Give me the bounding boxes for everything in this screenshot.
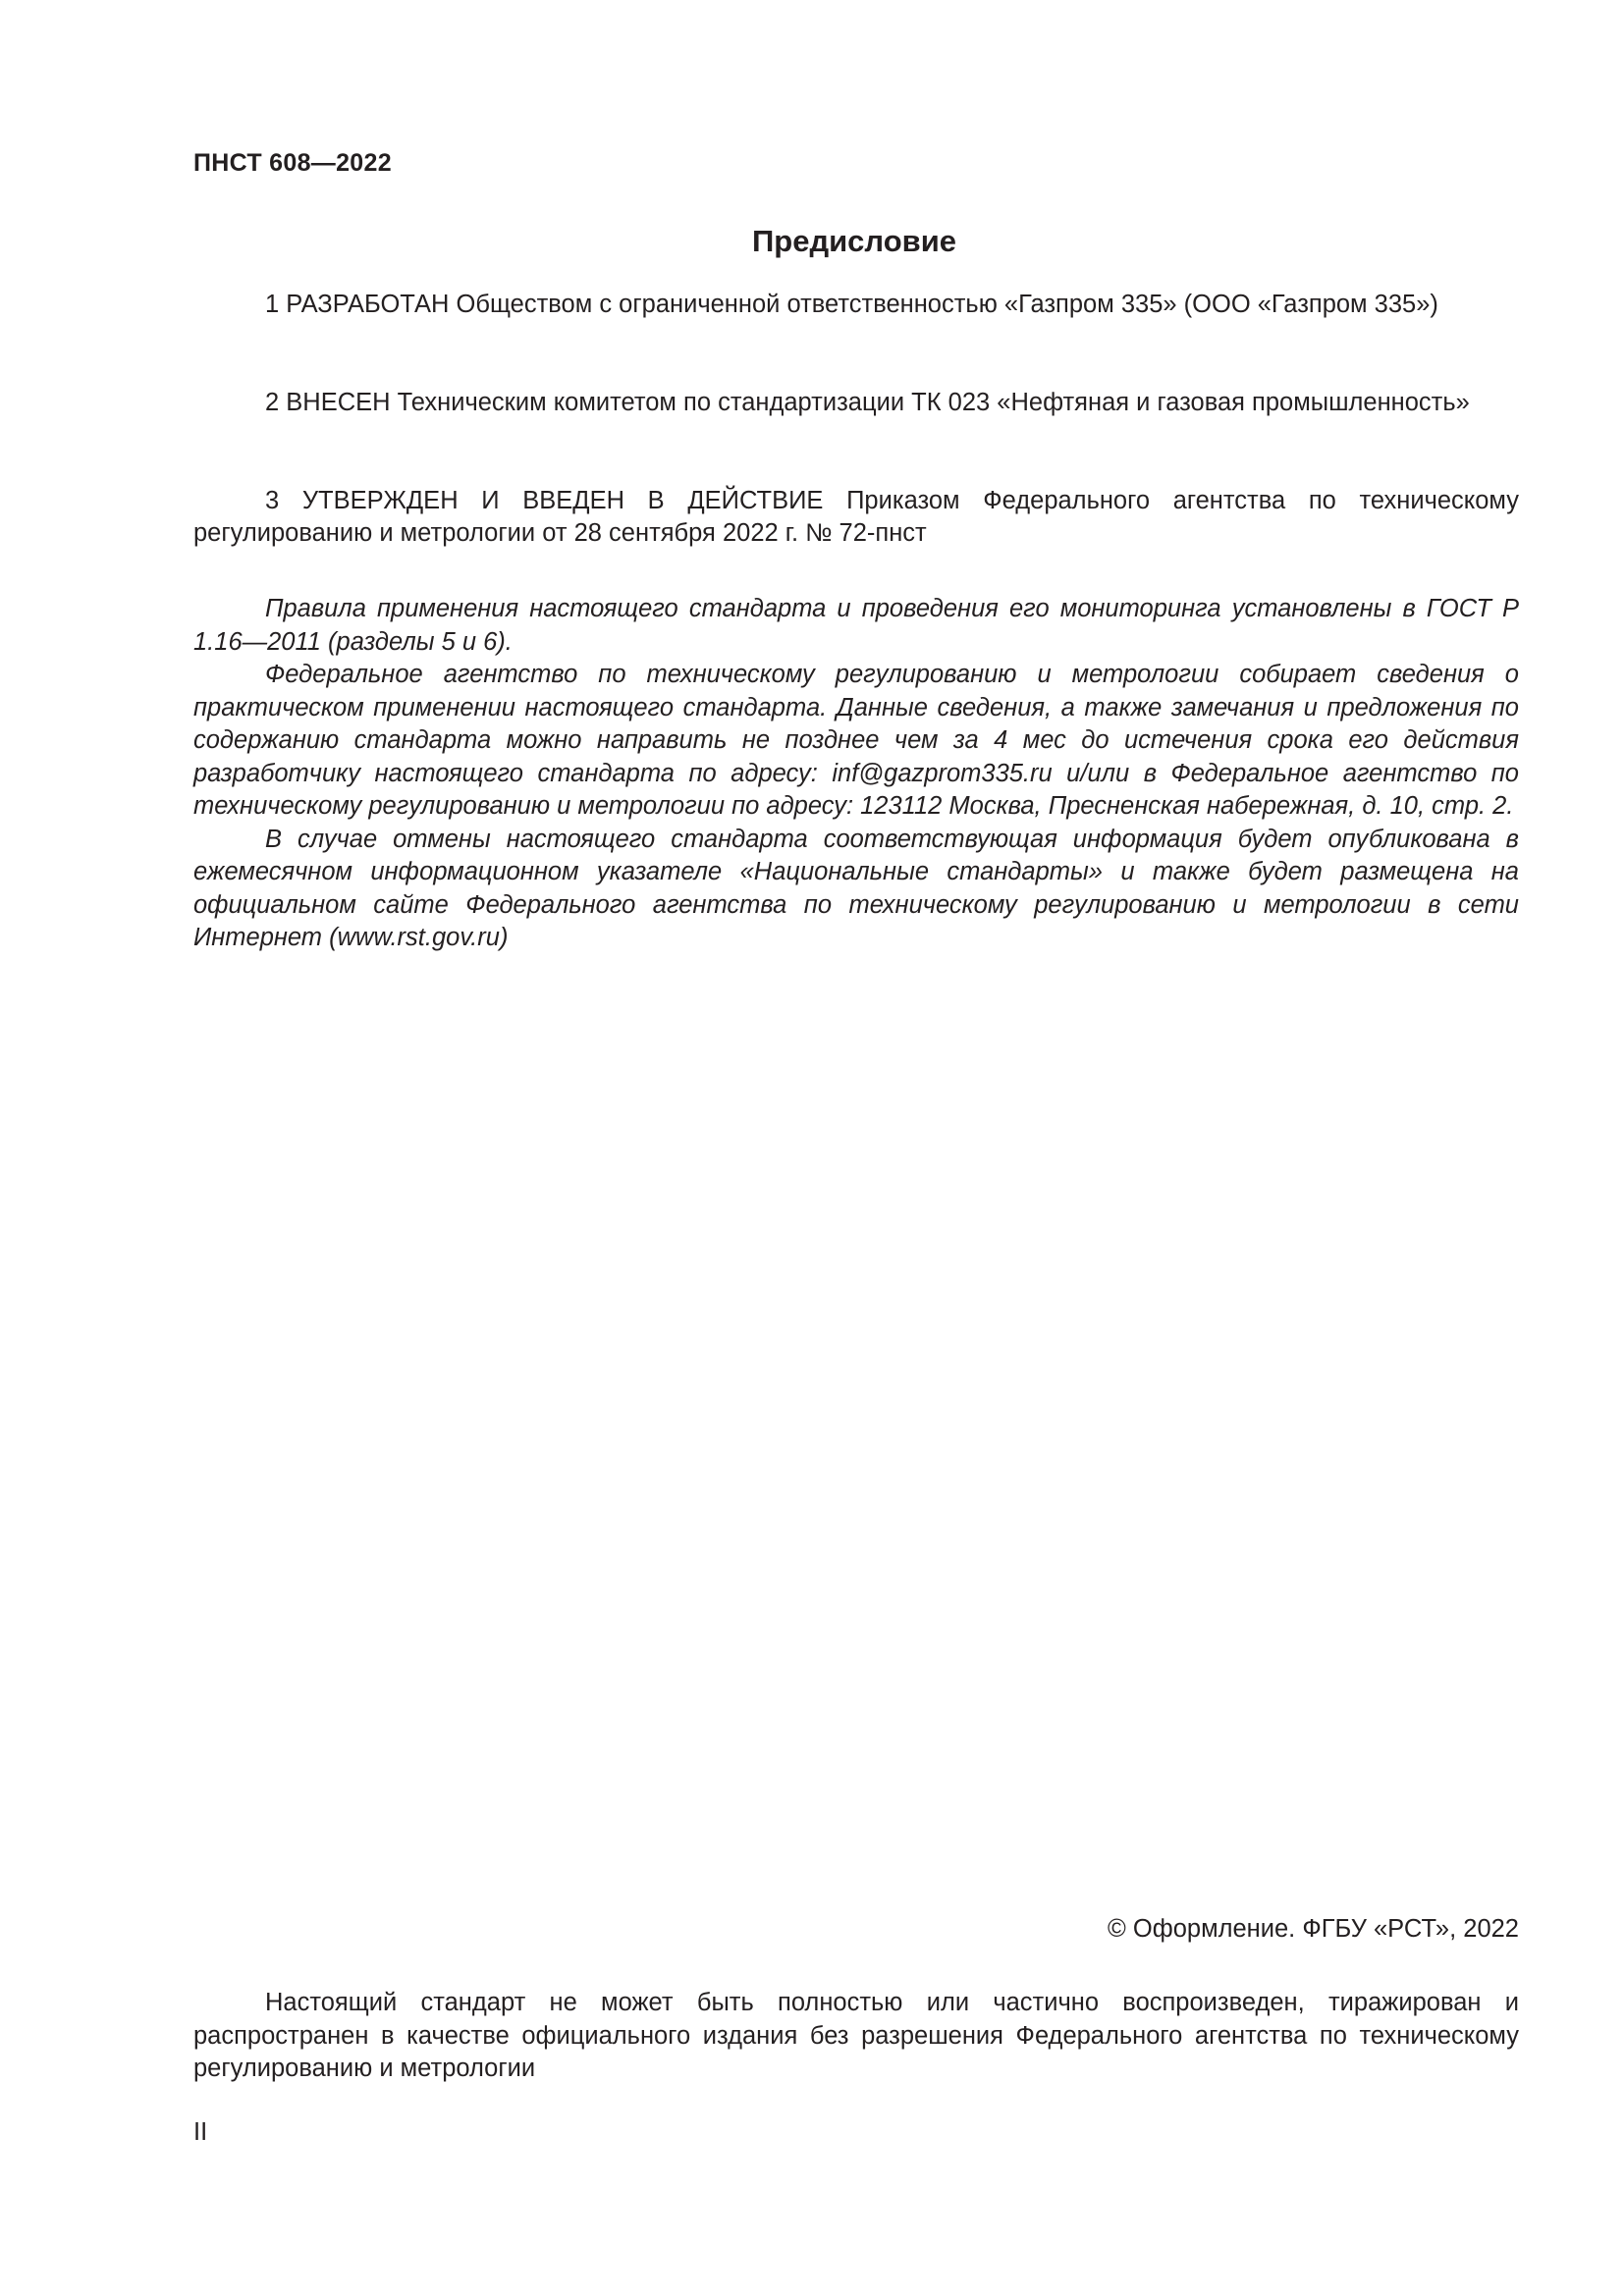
note-cancellation-info: В случае отмены настоящего стандарта соответствующая информация будет опубликована в ежемесячном информационном указателе «Национальные стандарты» и также будет размещена на официальном сайте Федерального агентства по техническому регулированию и метрологии в сети Интернет (www.rst.gov.ru) — [193, 825, 1519, 951]
preface-item-2 — [193, 387, 1519, 419]
reproduction-notice: Настоящий стандарт не может быть полностью или частично воспроизведен, тиражирован и распространен в качестве официального издания без разрешения Федерального агентства по техническому регулированию и метрологии — [193, 1989, 1519, 2082]
note-application-rules: Правила применения настоящего стандарта и проведения его мониторинга установлены в ГОСТ Р 1.16—2011 (разделы 5 и 6). — [193, 595, 1519, 656]
preface-item-3 — [193, 485, 1519, 550]
preface-item-text: 1 РАЗРАБОТАН Обществом с ограниченной ответственностью «Газпром 335» (ООО «Газпром 335») — [265, 291, 1438, 318]
preface-notes — [193, 593, 1519, 955]
page-title: Предисловие — [751, 224, 956, 258]
copyright-line: © Оформление. ФГБУ «РСТ», 2022 — [1108, 1915, 1519, 1943]
document-code: ПНСТ 608—2022 — [193, 149, 392, 177]
preface-item-text: 3 УТВЕРЖДЕН И ВВЕДЕН В ДЕЙСТВИЕ Приказом Федерального агентства по техническому регулированию и метрологии от 28 сентября 2022 г. № 72-пнст — [193, 487, 1519, 547]
preface-item-text: 2 ВНЕСЕН Техническим комитетом по стандартизации ТК 023 «Нефтяная и газовая промышленность» — [265, 389, 1470, 416]
page-number: II — [193, 2118, 208, 2146]
preface-item-1 — [193, 289, 1519, 321]
note-feedback-info: Федеральное агентство по техническому регулированию и метрологии собирает сведения о практическом применении настоящего стандарта. Данные сведения, а также замечания и предложения по содержанию стандарта можно направить не позднее чем за 4 мес до истечения срока его действия разработчику настоящего стандарта по адресу: inf@gazprom335.ru и/или в Федеральное агентство по техническому регулированию и метрологии по адресу: 123112 Москва, Пресненская набережная, д. 10, стр. 2. — [193, 661, 1519, 820]
